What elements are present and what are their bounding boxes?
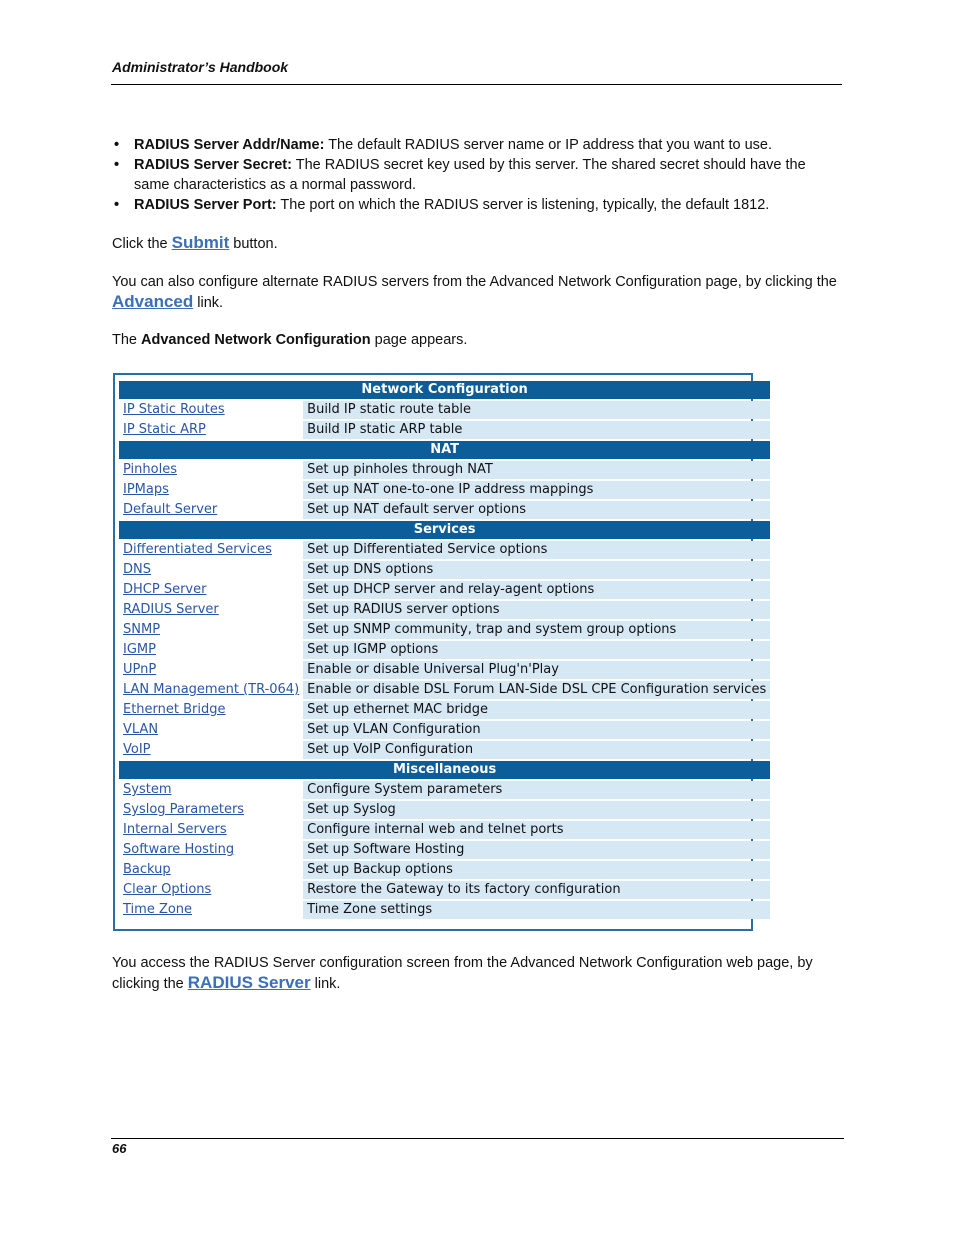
config-link[interactable]: IP Static ARP [119,421,303,439]
table-row [119,541,770,559]
table-row [119,821,770,839]
config-link[interactable]: IP Static Routes [119,401,303,419]
config-description: Configure System parameters [303,781,770,799]
section-header-row [119,521,770,539]
table-row [119,781,770,799]
config-description: Set up NAT default server options [303,501,770,519]
table-row [119,501,770,519]
config-description: Set up VoIP Configuration [303,741,770,759]
config-description: Configure internal web and telnet ports [303,821,770,839]
config-link[interactable]: VoIP [119,741,303,759]
table-row [119,621,770,639]
config-description: Build IP static ARP table [303,421,770,439]
config-description: Enable or disable Universal Plug'n'Play [303,661,770,679]
table-row [119,901,770,919]
network-config-table [119,379,770,921]
table-row [119,601,770,619]
config-description: Set up Software Hosting [303,841,770,859]
radius-server-link[interactable]: RADIUS Server [187,973,311,992]
config-description: Set up Backup options [303,861,770,879]
section-header: NAT [119,441,770,459]
config-description: Set up Syslog [303,801,770,819]
config-link[interactable]: IPMaps [119,481,303,499]
config-link[interactable]: DNS [119,561,303,579]
config-link[interactable]: DHCP Server [119,581,303,599]
section-header-row [119,381,770,399]
bullet-text: The RADIUS secret key used by this server. The shared secret should have the same characteristics as a normal password. [134,157,806,193]
bullet-term: RADIUS Server Addr/Name: [134,137,325,153]
config-description: Set up pinholes through NAT [303,461,770,479]
bullet-item [112,195,842,215]
config-link[interactable]: Pinholes [119,461,303,479]
config-description: Set up RADIUS server options [303,601,770,619]
config-link[interactable]: IGMP [119,641,303,659]
page-number: 66 [112,1141,127,1156]
config-link[interactable]: Ethernet Bridge [119,701,303,719]
config-description: Set up DNS options [303,561,770,579]
table-row [119,881,770,899]
section-header: Services [119,521,770,539]
table-row [119,861,770,879]
section-header: Network Configuration [119,381,770,399]
submit-link[interactable]: Submit [171,233,230,252]
config-link[interactable]: Syslog Parameters [119,801,303,819]
paragraph-page-appears: The Advanced Network Configuration page appears. [112,332,468,348]
table-row [119,801,770,819]
section-header-row [119,441,770,459]
config-description: Set up DHCP server and relay-agent options [303,581,770,599]
bullet-list [112,135,842,215]
table-row [119,561,770,579]
config-description: Set up ethernet MAC bridge [303,701,770,719]
body-text [112,135,842,348]
table-row [119,461,770,479]
config-description: Build IP static route table [303,401,770,419]
bullet-item [112,135,842,155]
advanced-link[interactable]: Advanced [112,292,194,311]
paragraph-advanced: You can also configure alternate RADIUS servers from the Advanced Network Configuration page, by clicking the Advanced link. [112,274,837,311]
config-description: Set up NAT one-to-one IP address mappings [303,481,770,499]
config-description: Time Zone settings [303,901,770,919]
table-row [119,841,770,859]
config-description: Restore the Gateway to its factory configuration [303,881,770,899]
table-row [119,681,770,699]
config-link[interactable]: Default Server [119,501,303,519]
bullet-term: RADIUS Server Secret: [134,157,292,173]
header-divider [111,84,842,85]
bullet-text: The port on which the RADIUS server is listening, typically, the default 1812. [276,197,770,213]
config-description: Set up VLAN Configuration [303,721,770,739]
bullet-text: The default RADIUS server name or IP address that you want to use. [324,137,773,153]
config-description: Set up Differentiated Service options [303,541,770,559]
config-link[interactable]: UPnP [119,661,303,679]
config-description: Set up SNMP community, trap and system group options [303,621,770,639]
table-row [119,641,770,659]
config-link[interactable]: Software Hosting [119,841,303,859]
table-row [119,421,770,439]
bullet-term: RADIUS Server Port: [134,197,277,213]
config-link[interactable]: RADIUS Server [119,601,303,619]
table-row [119,581,770,599]
paragraph-radius-access: You access the RADIUS Server configuration screen from the Advanced Network Configuration web page, by clicking the RADIUS Server link. [112,955,813,992]
table-row [119,721,770,739]
config-link[interactable]: LAN Management (TR-064) [119,681,303,699]
table-row [119,741,770,759]
config-description: Set up IGMP options [303,641,770,659]
config-link[interactable]: SNMP [119,621,303,639]
table-row [119,661,770,679]
running-header: Administrator’s Handbook [112,59,289,75]
config-link[interactable]: Clear Options [119,881,303,899]
config-link[interactable]: Differentiated Services [119,541,303,559]
config-link[interactable]: Backup [119,861,303,879]
config-link[interactable]: VLAN [119,721,303,739]
bullet-item [112,155,842,195]
advanced-network-config-screenshot [113,373,767,931]
paragraph-submit: Click the Submit button. [112,233,278,252]
section-header: Miscellaneous [119,761,770,779]
config-description: Enable or disable DSL Forum LAN-Side DSL CPE Configuration services [303,681,770,699]
config-link[interactable]: Internal Servers [119,821,303,839]
table-row [119,401,770,419]
config-link[interactable]: System [119,781,303,799]
table-row [119,481,770,499]
table-row [119,701,770,719]
section-header-row [119,761,770,779]
config-link[interactable]: Time Zone [119,901,303,919]
footer-divider [111,1138,844,1139]
